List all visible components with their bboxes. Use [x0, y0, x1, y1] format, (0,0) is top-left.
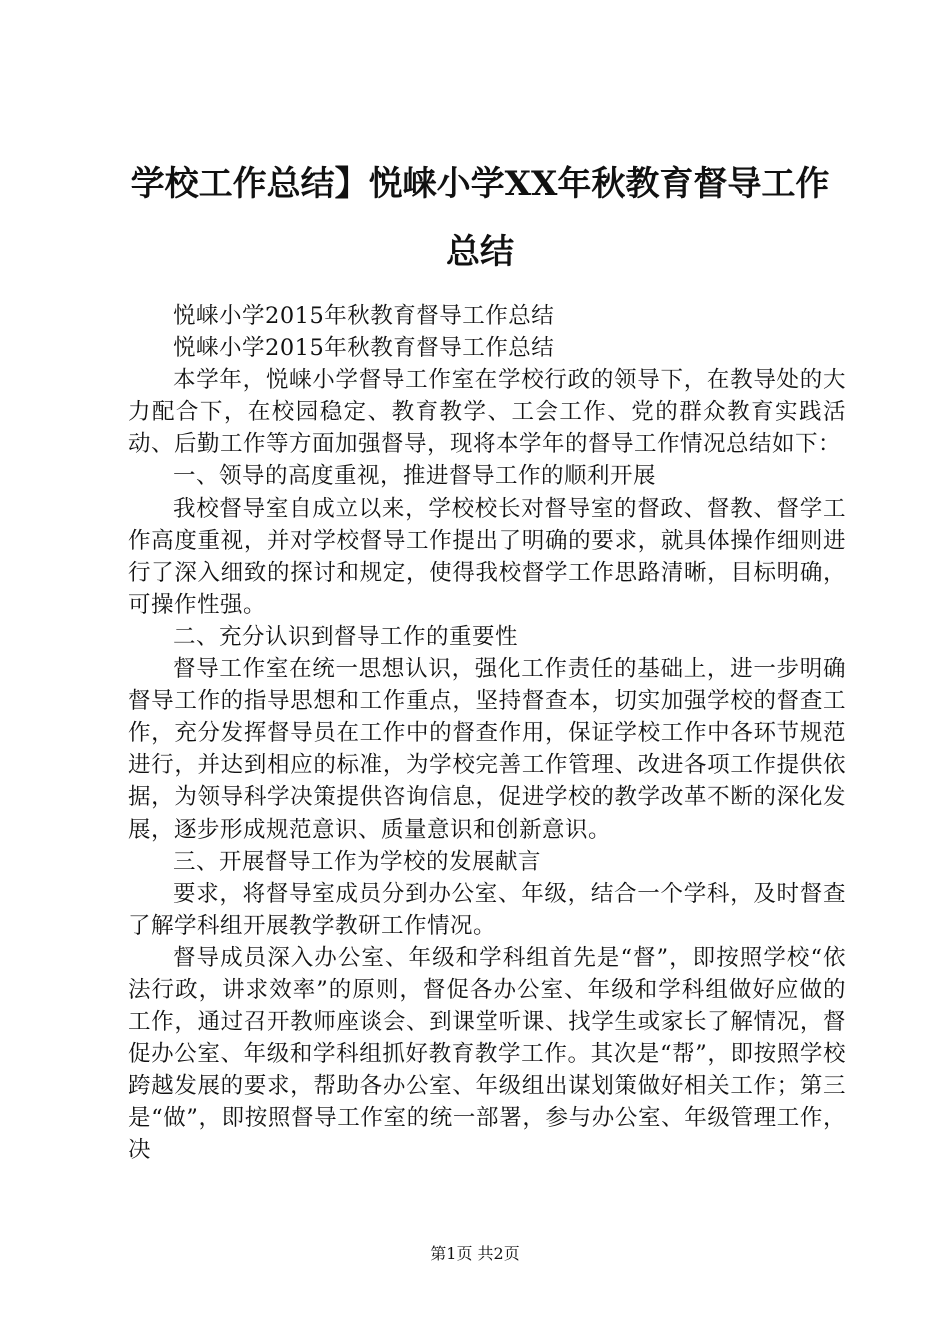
- document-title: 学校工作总结】悦崃小学XX年秋教育督导工作总结: [130, 164, 830, 272]
- paragraph: 督导成员深入办公室、年级和学科组首先是“督”，即按照学校“依法行政，讲求效率”的原则，督促各办公室、年级和学科组做好应做的工作，通过召开教师座谈会、到课堂听课、找学生或家长了解情况，督促办公室、年级和学科组抓好教育教学工作。其次是“帮”，即按照学校跨越发展的要求，帮助各办公室、年级组出谋划策做好相关工作；第三是“做”，即按照督导工作室的统一部署，参与办公室、年级管理工作，决: [128, 944, 846, 1164]
- paragraph: 悦崃小学2015年秋教育督导工作总结: [173, 303, 555, 329]
- paragraph: 督导工作室在统一思想认识，强化工作责任的基础上，进一步明确督导工作的指导思想和工作重点，坚持督查本，切实加强学校的督查工作，充分发挥督导员在工作中的督查作用，保证学校工作中各环节规范进行，并达到相应的标准，为学校完善工作管理、改进各项工作提供依据，为领导科学决策提供咨询信息，促进学校的教学改革不断的深化发展，逐步形成规范意识、质量意识和创新意识。: [128, 656, 846, 843]
- section-heading: 三、开展督导工作为学校的发展献言: [173, 848, 542, 875]
- paragraph: 悦崃小学2015年秋教育督导工作总结: [173, 335, 555, 362]
- page-number: 第1页 共2页: [430, 1244, 520, 1263]
- page-footer: [0, 1244, 950, 1264]
- paragraph: 我校督导室自成立以来，学校校长对督导室的督政、督教、督学工作高度重视，并对学校督导工作提出了明确的要求，就具体操作细则进行了深入细致的探讨和规定，使得我校督学工作思路清晰，目标明确，可操作性强。: [128, 495, 846, 618]
- paragraph: 本学年，悦崃小学督导工作室在学校行政的领导下，在教导处的大力配合下，在校园稳定、教育教学、工会工作、党的群众教育实践活动、后勤工作等方面加强督导，现将本学年的督导工作情况总结如下：: [128, 367, 846, 458]
- section-heading: 二、充分认识到督导工作的重要性: [173, 623, 519, 650]
- paragraph: 要求，将督导室成员分到办公室、年级，结合一个学科，及时督查了解学科组开展教学教研工作情况。: [128, 880, 846, 939]
- document-body: [128, 300, 846, 1167]
- section-heading: 一、领导的高度重视，推进督导工作的顺利开展: [173, 463, 657, 490]
